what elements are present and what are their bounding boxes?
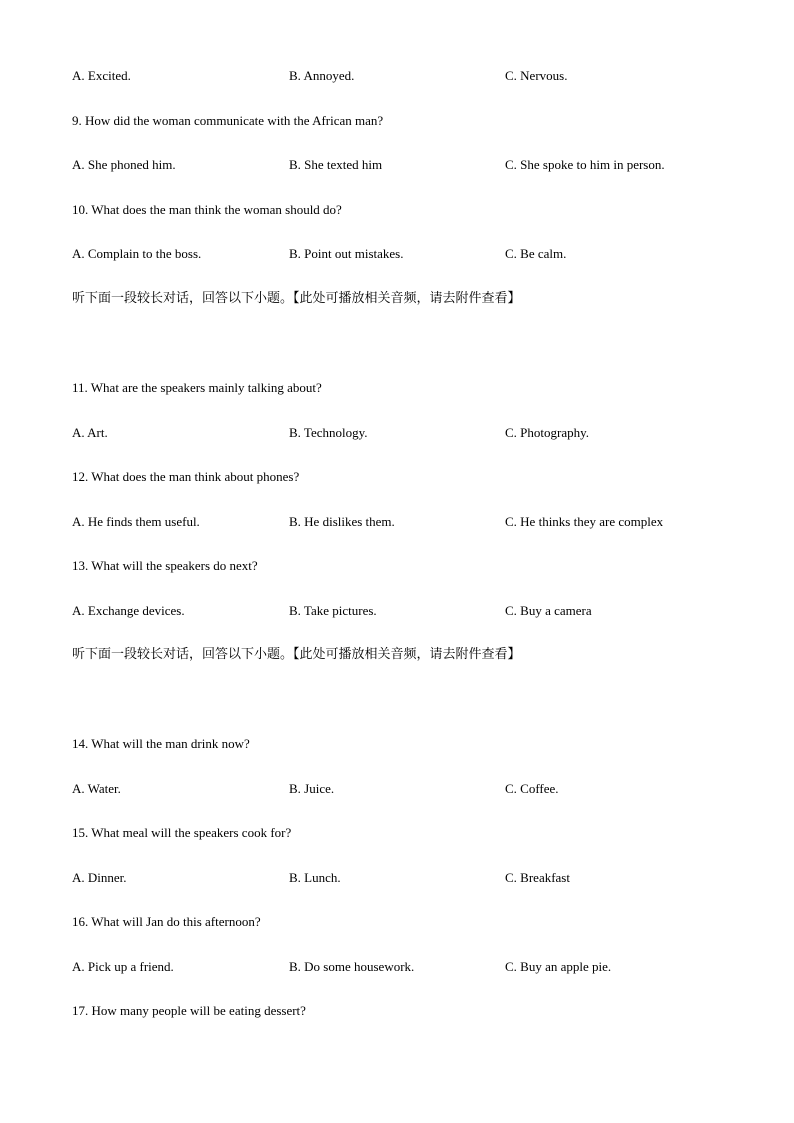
option-b: B. Point out mistakes. xyxy=(289,246,404,261)
option-c: C. Photography. xyxy=(505,425,590,440)
option-a: A. Excited. xyxy=(72,68,131,83)
option-c: C. She spoke to him in person. xyxy=(505,157,665,172)
option-b: B. Take pictures. xyxy=(289,603,377,618)
option-b: B. Annoyed. xyxy=(289,68,355,83)
option-c: C. Buy a camera xyxy=(505,603,592,618)
option-c: C. Be calm. xyxy=(505,246,567,261)
option-a: A. Exchange devices. xyxy=(72,603,185,618)
question-11: 11. What are the speakers mainly talking about? xyxy=(72,380,322,395)
option-b: B. Do some housework. xyxy=(289,959,415,974)
option-a: A. Complain to the boss. xyxy=(72,246,202,261)
option-c: C. Nervous. xyxy=(505,68,568,83)
question-13: 13. What will the speakers do next? xyxy=(72,558,258,573)
option-a: A. Art. xyxy=(72,425,108,440)
question-14: 14. What will the man drink now? xyxy=(72,736,250,751)
option-b: B. Juice. xyxy=(289,781,335,796)
section-instruction: 听下面一段较长对话，回答以下小题。【此处可播放相关音频，请去附件查看】 xyxy=(72,647,521,662)
option-c: C. He thinks they are complex xyxy=(505,514,664,529)
option-a: A. Water. xyxy=(72,781,121,796)
option-a: A. Pick up a friend. xyxy=(72,959,174,974)
option-b: B. She texted him xyxy=(289,157,383,172)
question-12: 12. What does the man think about phones? xyxy=(72,469,300,484)
option-b: B. He dislikes them. xyxy=(289,514,395,529)
question-16: 16. What will Jan do this afternoon? xyxy=(72,914,261,929)
option-c: C. Buy an apple pie. xyxy=(505,959,612,974)
option-a: A. She phoned him. xyxy=(72,157,176,172)
option-a: A. Dinner. xyxy=(72,870,127,885)
question-9: 9. How did the woman communicate with the African man? xyxy=(72,113,384,128)
option-c: C. Breakfast xyxy=(505,870,570,885)
option-a: A. He finds them useful. xyxy=(72,514,200,529)
question-17: 17. How many people will be eating dessert? xyxy=(72,1003,306,1018)
question-15: 15. What meal will the speakers cook for? xyxy=(72,825,292,840)
question-10: 10. What does the man think the woman should do? xyxy=(72,202,342,217)
section-instruction: 听下面一段较长对话，回答以下小题。【此处可播放相关音频，请去附件查看】 xyxy=(72,291,521,306)
option-c: C. Coffee. xyxy=(505,781,559,796)
option-b: B. Technology. xyxy=(289,425,368,440)
option-b: B. Lunch. xyxy=(289,870,341,885)
